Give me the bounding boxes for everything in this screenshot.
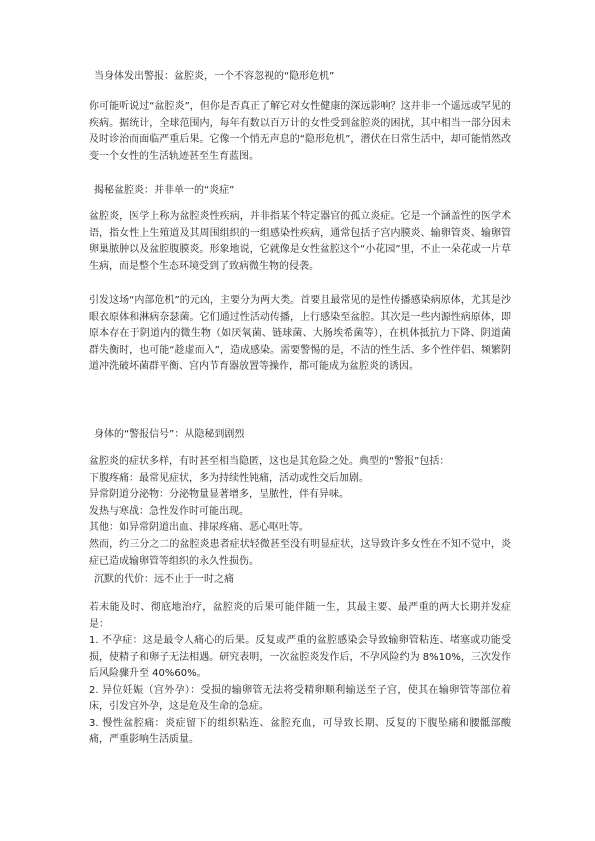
paragraph-causes: 引发这场“内部危机”的元凶，主要分为两大类。首要且最常见的是性传播感染病原体，尤其是沙眼衣原体和淋病奈瑟菌。它们通过性活动传播，上行感染至盆腔。其次是一些内源性病原体，即原本存在于阴道内的微生物（如厌氧菌、链球菌、大肠埃希菌等），在机体抵抗力下降、阴道菌群失衡时，也可能“趁虚而入”，造成感染。需要警惕的是，不洁的性生活、多个性伴侣、频繁阴道冲洗破坏菌群平衡、宫内节育器放置等操作，都可能成为盆腔炎的诱因。 — [89, 295, 511, 372]
section-heading-4: 沉默的代价：远不止于一时之痛 — [94, 574, 234, 585]
complications-block — [89, 600, 511, 749]
section-heading-3: 身体的“警报信号”：从隐秘到剧烈 — [94, 429, 245, 440]
symptoms-intro: 盆腔炎的症状多样，有时甚至相当隐匿，这也是其危险之处。典型的“警报”包括： — [89, 456, 450, 467]
complication-item: 3. 慢性盆腔痛：炎症留下的组织粘连、盆腔充血，可导致长期、反复的下腹坠痛和腰骶部酸痛，严重影响生活质量。 — [89, 717, 511, 745]
symptom-item: 下腹疼痛：最常见症状，多为持续性钝痛，活动或性交后加剧。 — [89, 472, 369, 484]
section-heading-2: 揭秘盆腔炎：并非单一的“炎症” — [94, 185, 235, 196]
symptom-item: 其他：如异常阴道出血、排尿疼痛、恶心呕吐等。 — [89, 522, 309, 533]
section-heading-1: 当身体发出警报：盆腔炎，一个不容忽视的“隐形危机” — [94, 71, 335, 82]
complication-item: 1. 不孕症：这是最令人痛心的后果。反复或严重的盆腔感染会导致输卵管粘连、堵塞或功能受损，使精子和卵子无法相遇。研究表明，一次盆腔炎发作后，不孕风险约为 8%10%，三次发作后风险骤升至 40%60%。 — [89, 635, 511, 679]
complications-intro: 若未能及时、彻底地治疗，盆腔炎的后果可能伴随一生，其最主要、最严重的两大长期并发症是： — [89, 602, 511, 630]
complication-item: 2. 异位妊娠（宫外孕）：受损的输卵管无法将受精卵顺利输送至子宫，使其在输卵管等部位着床，引发宫外孕，这是危及生命的急症。 — [89, 684, 511, 712]
symptom-item: 异常阴道分泌物：分泌物量显著增多，呈脓性，伴有异味。 — [89, 489, 349, 500]
symptoms-block — [89, 454, 511, 537]
paragraph-intro: 你可能听说过“盆腔炎”，但你是否真正了解它对女性健康的深远影响？这并非一个遥远或罕见的疾病。据统计，全球范围内，每年有数以百万计的女性受到盆腔炎的困扰，其中相当一部分因未及时诊治而面临严重后果。它像一个悄无声息的“隐形危机”，潜伏在日常生活中，却可能悄然改变一个女性的生活轨迹甚至生育蓝图。 — [89, 101, 511, 162]
paragraph-definition: 盆腔炎，医学上称为盆腔炎性疾病，并非指某个特定器官的孤立炎症。它是一个涵盖性的医学术语，指女性上生殖道及其周围组织的一组感染性疾病，通常包括子宫内膜炎、输卵管炎、输卵管卵巢脓肿以及盆腔腹膜炎。形象地说，它就像是女性盆腔这个“小花园”里，不止一朵花或一片草生病，而是整个生态环境受到了致病微生物的侵袭。 — [89, 211, 511, 272]
paragraph-silent-cases: 然而，约三分之二的盆腔炎患者症状轻微甚至没有明显症状，这导致许多女性在不知不觉中，炎症已造成输卵管等组织的永久性损伤。 — [89, 539, 511, 567]
symptom-item: 发热与寒战：急性发作时可能出现。 — [89, 505, 249, 517]
